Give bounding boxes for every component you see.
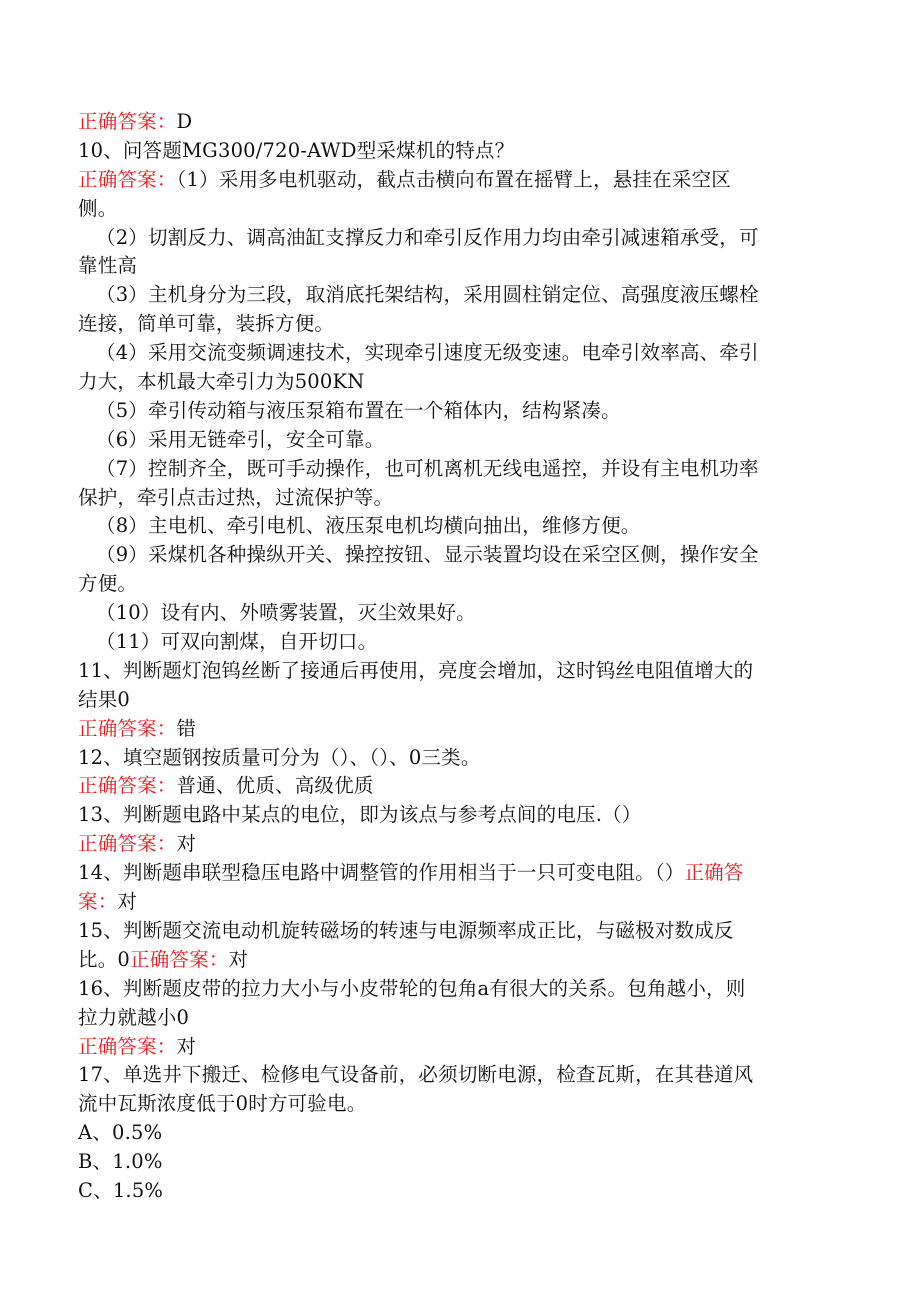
text-line: 力大，本机最大牵引力为500KN [78,370,365,394]
question-15: 15、判断题交流电动机旋转磁场的转速与电源频率成正比，与磁极对数成反 [78,918,734,942]
question-text: 比。0 [78,947,131,971]
question-12: 12、填空题钢按质量可分为（）、（）、0三类。 [78,745,481,769]
text-line: （6）采用无链牵引，安全可靠。 [96,427,385,451]
text-line: 流中瓦斯浓度低于0时方可验电。 [78,1092,367,1116]
text-line: （5）牵引传动箱与液压泵箱布置在一个箱体内，结构紧凑。 [96,398,621,422]
answer-label: 正确答 [684,861,744,885]
answer-text: D [176,110,193,133]
answer-line [78,1033,820,1062]
question-11: 11、判断题灯泡钨丝断了接通后再使用，亮度会增加，这时钨丝电阻值增大的 [78,658,754,682]
option-b: B、1.0% [78,1150,163,1174]
answer-label: 正确答案： [78,1034,177,1058]
text-line: （3）主机身分为三段，取消底托架结构，采用圆柱销定位、高强度液压螺栓 [96,283,759,307]
answer-text: 对 [117,890,138,914]
answer-text: 对 [228,947,249,971]
answer-line [78,946,820,975]
answer-line [78,772,820,801]
text-line: （4）采用交流变频调速技术，实现牵引速度无级变速。电牵引效率高、牵引 [96,341,759,365]
question-text: 14、判断题串联型稳压电路中调整管的作用相当于一只可变电阻。（） [78,861,685,885]
text-line: 连接，简单可靠，装拆方便。 [78,312,335,336]
text-line: 结果0 [78,687,131,711]
text-line: （9）采煤机各种操纵开关、操控按钮、显示装置均设在采空区侧，操作安全 [96,543,759,567]
question-17: 17、单选井下搬迁、检修电气设备前，必须切断电源，检查瓦斯，在其巷道风 [78,1063,754,1087]
answer-label: 正确答案： [78,110,177,133]
answer-text: 错 [176,716,197,740]
question-14 [78,859,820,888]
text-line: 靠性高 [78,254,138,278]
option-a: A、0.5% [78,1121,163,1145]
answer-line [78,166,820,195]
text-line: （2）切割反力、调高油缸支撑反力和牵引反作用力均由牵引减速箱承受，可 [96,225,759,249]
question-13: 13、判断题电路中某点的电位，即为该点与参考点间的电压.（） [78,803,642,827]
text-line: （11）可双向割煤，自开切口。 [96,630,378,654]
answer-label: 正确答案： [130,947,229,971]
text-line: （8）主电机、牵引电机、液压泵电机均横向抽出，维修方便。 [96,514,641,538]
answer-label: 正确答案： [78,774,177,798]
answer-text: 对 [176,832,197,856]
answer-line [78,715,820,744]
option-c: C、1.5% [78,1178,164,1202]
text-line: 侧。 [78,196,118,220]
answer-text: （1）采用多电机驱动，截点击横向布置在摇臂上，悬挂在采空区 [176,167,731,191]
answer-label: 正确答案： [78,832,177,856]
text-line: （7）控制齐全，既可手动操作，也可机离机无线电遥控，并设有主电机功率 [96,456,759,480]
answer-text: 普通、优质、高级优质 [176,774,374,798]
answer-label: 案： [78,890,118,914]
document-page [78,108,820,1206]
answer-label: 正确答案： [78,716,177,740]
question-16: 16、判断题皮带的拉力大小与小皮带轮的包角a有很大的关系。包角越小，则 [78,976,746,1000]
answer-text: 对 [176,1034,197,1058]
answer-line [78,108,820,137]
answer-label: 正确答案： [78,167,177,191]
text-line: 方便。 [78,572,138,596]
text-line: （10）设有内、外喷雾装置，灭尘效果好。 [96,601,476,625]
text-line: 拉力就越小0 [78,1005,190,1029]
question-10: 10、问答题MG300/720-AWD型采煤机的特点？ [78,138,515,162]
answer-line [78,830,820,859]
text-line: 保护，牵引点击过热，过流保护等。 [78,485,394,509]
answer-line [78,888,820,917]
